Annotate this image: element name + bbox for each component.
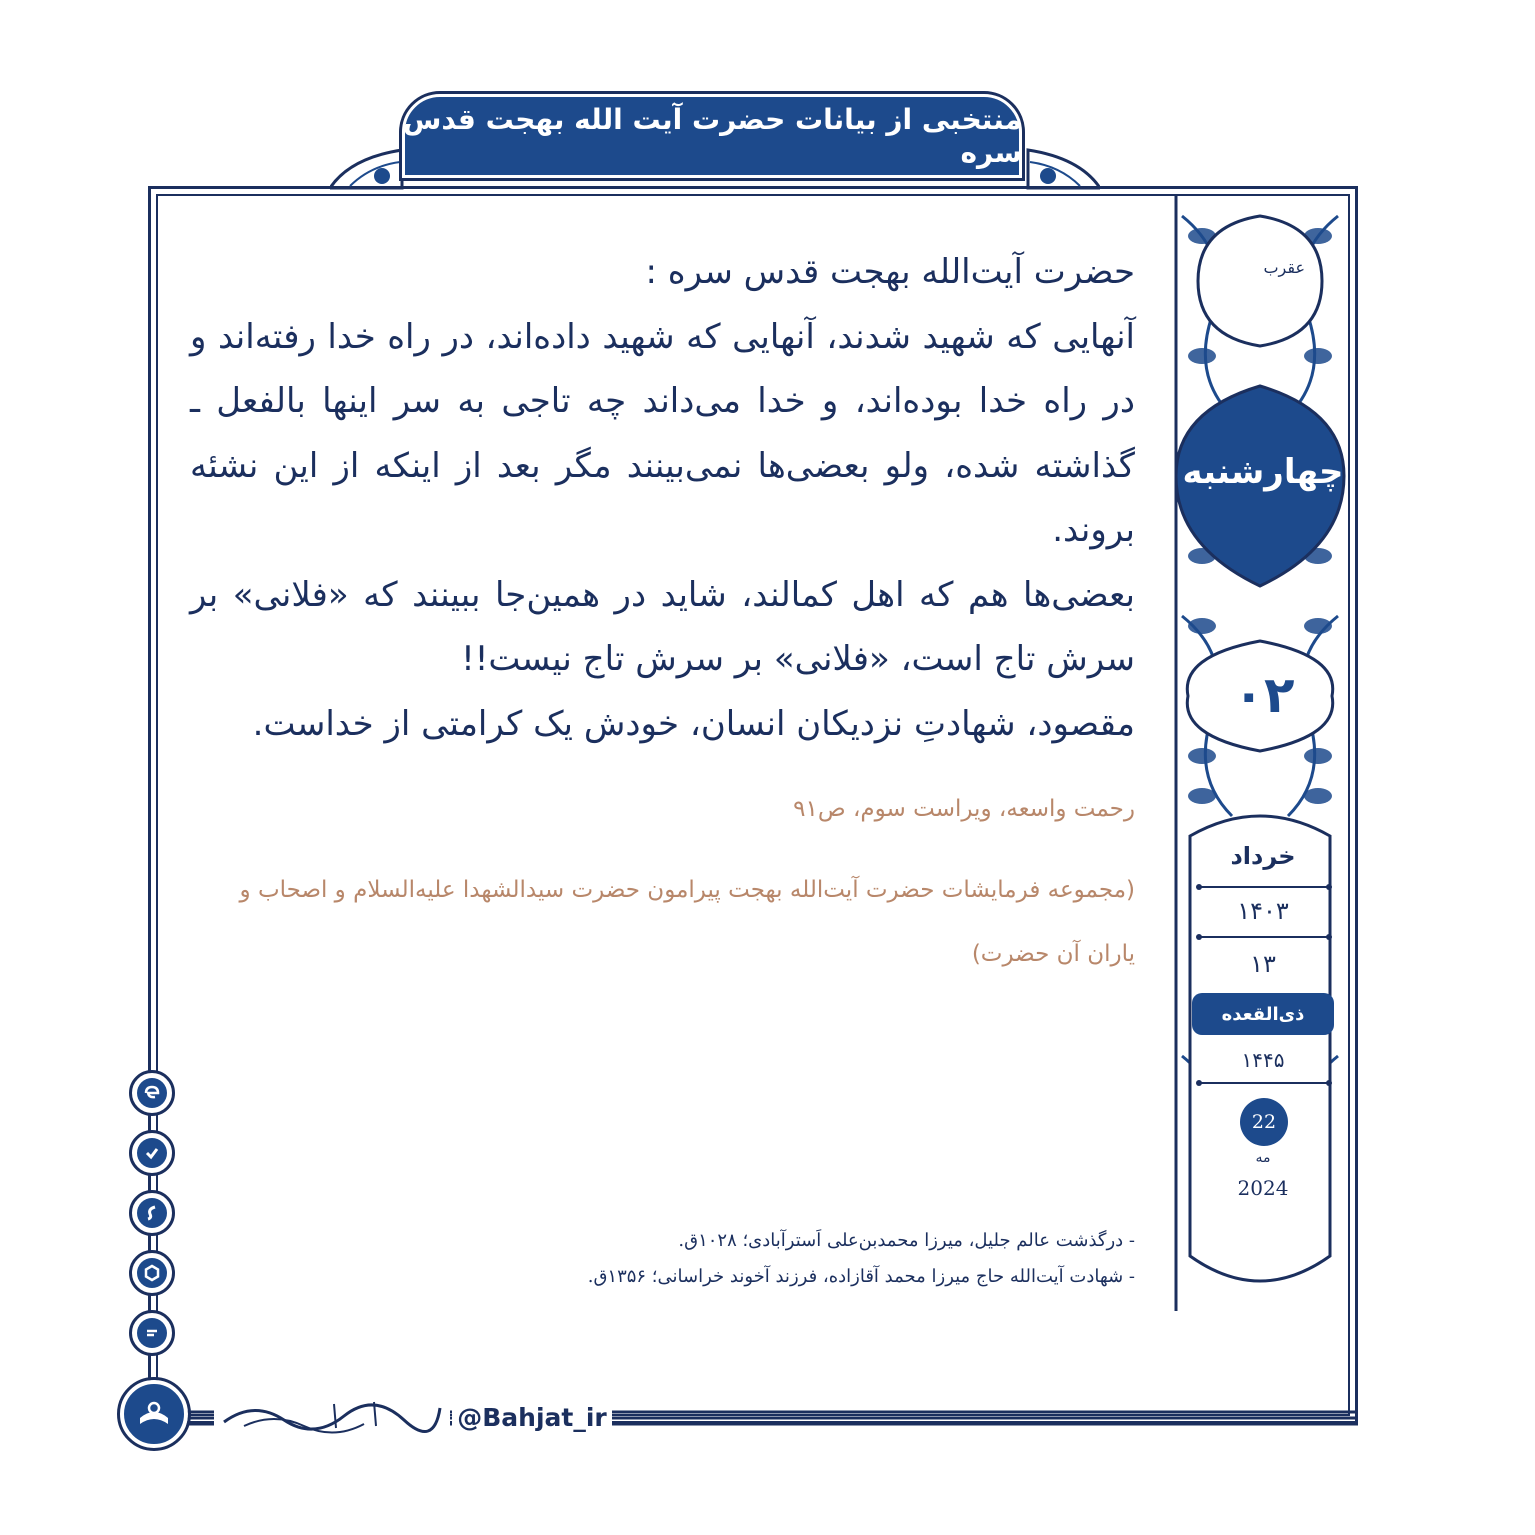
soroush-icon[interactable] — [129, 1190, 175, 1236]
event-item: - شهادت آیت‌الله حاج میرزا محمد آقازاده، فرزند آخوند خراسانی؛ ۱۳۵۶ق. — [587, 1266, 1135, 1287]
day-number: ۰۲ — [1233, 666, 1295, 724]
calligraphy-signature — [214, 1394, 450, 1436]
divider — [1196, 932, 1332, 942]
divider — [1196, 882, 1332, 892]
divider — [1196, 1078, 1332, 1088]
quote-body — [190, 240, 1135, 756]
bale-icon[interactable] — [129, 1130, 175, 1176]
solar-year: ۱۴۰۳ — [1237, 897, 1289, 925]
hijri-day: ۱۳ — [1250, 950, 1276, 978]
quote-paragraph: آنهایی که شهید شدند، آنهایی که شهید داده‌اند، در راه خدا رفته‌اند و در راه خدا بوده‌اند، و خدا می‌داند چه تاجی به سر اینها بالفعل ـ گذاشته شده، ولو بعضی‌ها نمی‌بینند مگر بعد از اینکه از این نشئه بروند. — [190, 316, 1135, 550]
eitaa-icon[interactable] — [129, 1070, 175, 1116]
source-book: رحمت واسعه، ویراست سوم، ص۹۱ — [793, 796, 1135, 822]
weekday-badge: چهارشنبه — [1182, 452, 1344, 492]
logo-icon — [120, 1380, 188, 1448]
header-title: منتخبی از بیانات حضرت آیت الله بهجت قدس سره — [402, 103, 1022, 169]
telegram-handle[interactable]: @Bahjat_ir — [452, 1400, 612, 1434]
quote-paragraph: بعضی‌ها هم که اهل کمالند، شاید در همین‌جا ببینند که «فلانی» بر سرش تاج است، «فلانی» بر سرش تاج نیست!! — [190, 574, 1135, 679]
quote-paragraph: مقصود، شهادتِ نزدیکان انسان، خودش یک کرامتی از خداست. — [252, 703, 1135, 744]
gregorian-year: 2024 — [1237, 1176, 1289, 1200]
gregorian-day: 22 — [1240, 1098, 1288, 1146]
event-item: - درگذشت عالم جلیل، میرزا محمدبن‌علی اَسترآبادی؛ ۱۰۲۸ق. — [678, 1230, 1135, 1251]
hijri-month: ذی‌القعده — [1192, 993, 1334, 1035]
quote-speaker: حضرت آیت‌الله بهجت قدس سره : — [645, 252, 1135, 292]
igap-icon[interactable] — [129, 1310, 175, 1356]
zodiac-label: عقرب — [1263, 258, 1305, 277]
source-collection: (مجموعه فرمایشات حضرت آیت‌الله بهجت پیرامون حضرت سیدالشهدا علیه‌السلام و اصحاب و یاران آن حضرت) — [239, 877, 1135, 967]
solar-month: خرداد — [1230, 842, 1296, 870]
hijri-year: ۱۴۴۵ — [1241, 1048, 1285, 1072]
gregorian-month: مه — [1255, 1150, 1271, 1166]
rubika-icon[interactable] — [129, 1250, 175, 1296]
